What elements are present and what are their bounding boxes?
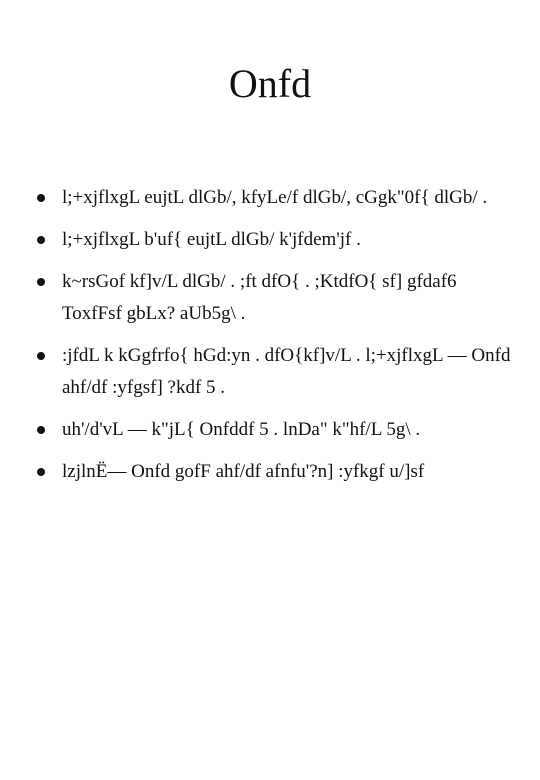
bullet-dot-icon <box>37 194 45 202</box>
bullet-dot-icon <box>37 352 45 360</box>
slide-title: Onfd <box>228 61 312 106</box>
bullet-text: uh'/d'vL — k"jL{ Onfddf 5 . lnDa" k"hf/L 5g\ . <box>62 419 421 440</box>
bullet-text: :jfdL k kGgfrfo{ hGd:yn . dfO{kf]v/L . l;+xjflxgL — Onfd ahf/df :yfgsf] ?kdf 5 . <box>62 345 511 398</box>
bullet-text: k~rsGof kf]v/L dlGb/ . ;ft dfO{ . ;KtdfO{ sf] gfdaf6 ToxfFsf gbLx? aUb5g\ . <box>62 271 457 324</box>
bullet-item <box>36 224 516 256</box>
bullet-dot-icon <box>37 468 45 476</box>
bullet-list <box>36 182 516 498</box>
bullet-dot-icon <box>37 426 45 434</box>
bullet-item <box>36 340 516 404</box>
bullet-item <box>36 266 516 330</box>
bullet-text: lzjlnË— Onfd gofF ahf/df afnfu'?n] :yfkgf u/]sf <box>62 461 425 482</box>
bullet-dot-icon <box>37 278 45 286</box>
bullet-dot-icon <box>37 236 45 244</box>
bullet-item <box>36 182 516 214</box>
bullet-item <box>36 414 516 446</box>
bullet-text: l;+xjflxgL b'uf{ eujtL dlGb/ k'jfdem'jf . <box>62 229 361 250</box>
bullet-text: l;+xjflxgL eujtL dlGb/, kfyLe/f dlGb/, cGgk"0f{ dlGb/ . <box>62 187 488 208</box>
bullet-item <box>36 456 516 488</box>
